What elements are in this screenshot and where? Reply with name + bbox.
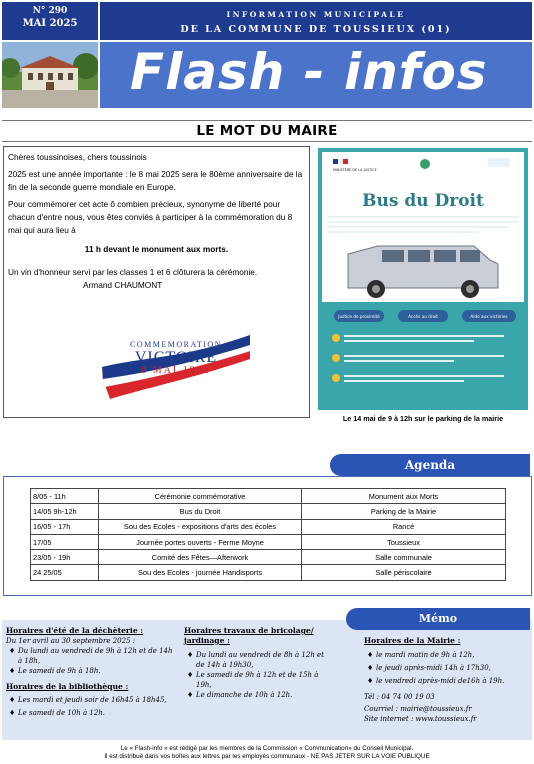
memo-col-bricolage xyxy=(184,626,334,700)
mayor-paragraph-1: 2025 est une année importante : le 8 mai 2025 sera le 80ème anniversaire de la fin de la seconde guerre mondiale en Europe. xyxy=(8,169,303,192)
mairie-website[interactable]: Site internet : www.toussieux.fr xyxy=(364,715,477,723)
agenda-event: Journée portes ouverts - Ferme Moyne xyxy=(99,534,302,549)
agenda-event: Sou des Ecoles - expositions d'arts des écoles xyxy=(99,519,302,534)
town-hall-photo xyxy=(2,42,98,108)
top-banner xyxy=(100,2,532,40)
poster-caption: Le 14 mai de 9 à 12h sur le parking de la mairie xyxy=(342,414,504,423)
agenda-row xyxy=(31,519,506,534)
dechetterie-item-1: ♦ Du lundi au vendredi de 9h à 12h et de 14h à 18h, xyxy=(6,646,178,666)
agenda-place: Salle périscolaire xyxy=(302,565,506,580)
dechetterie-title: Horaires d'été de la déchèterie : xyxy=(6,626,144,635)
mayor-paragraph-3-text: Un vin d'honneur servi par les classes 1 et 6 clôturera la cérémonie. xyxy=(8,266,258,277)
agenda-box xyxy=(3,476,532,596)
memo-col-dechetterie xyxy=(6,626,178,718)
mairie-phone: Tél : 04 74 00 19 03 xyxy=(364,693,435,701)
poster-ministry: MINISTÈRE DE LA JUSTICE xyxy=(333,168,377,172)
poster-title: Bus du Droit xyxy=(362,191,484,211)
agenda-place: Monument aux Morts xyxy=(302,489,506,504)
victory-commemoration-logo xyxy=(100,329,252,401)
victoire-line-1: COMMEMORATION xyxy=(130,340,222,349)
agenda-event: Cérémonie commémorative xyxy=(99,489,302,504)
agenda-place: Salle communale xyxy=(302,550,506,565)
agenda-date: 24 25/05 xyxy=(31,565,99,580)
header-left xyxy=(2,2,98,108)
agenda-date: 8/05 - 11h xyxy=(31,489,99,504)
mayor-paragraph-3 xyxy=(8,266,305,291)
footer-line-2: Il est distribué dans vos boîtes aux lettres par les employés communaux - NE PAS JETER SUR LA VOIE PUBLIQUE xyxy=(104,753,430,760)
masthead xyxy=(100,42,532,108)
dechetterie-period: Du 1er avril au 30 septembre 2025 : xyxy=(6,637,136,645)
agenda-row xyxy=(31,550,506,565)
mairie-item-1: ♦ le mardi matin de 9h à 12h, xyxy=(364,650,530,660)
mayor-paragraph-2: Pour commémorer cet acte ô combien précieux, synonyme de liberté pour chacun d'entre nous, vous êtes conviés à participer à la commémoration du 8 mai qui aura lieu à xyxy=(8,199,293,235)
banner-line-2: DE LA COMMUNE DE TOUSSIEUX (01) xyxy=(180,24,452,35)
agenda-row xyxy=(31,489,506,504)
agenda-row xyxy=(31,534,506,549)
bricolage-item-3: ♦ Le dimanche de 10h à 12h. xyxy=(184,690,334,700)
agenda-place: Rancé xyxy=(302,519,506,534)
agenda-row xyxy=(31,504,506,519)
mayor-greeting: Chères toussinoises, chers toussinois xyxy=(8,152,147,162)
newsletter-title: Flash - infos xyxy=(130,43,488,101)
poster-pill-2: Accès au droit xyxy=(408,314,438,319)
mayor-message xyxy=(8,151,305,296)
issue-number: N° 290 xyxy=(32,6,68,16)
ceremony-time-place: 11 h devant le monument aux morts. xyxy=(84,244,229,255)
mairie-email[interactable]: Courriel : mairie@toussieux.fr xyxy=(364,705,472,713)
victoire-line-3: 8 MAI 1945 xyxy=(141,365,211,376)
bricolage-item-1: ♦ Du lundi au vendredi de 8h à 12h et de 14h à 19h30, xyxy=(184,650,334,670)
agenda-row xyxy=(31,565,506,580)
bibliotheque-item-1: ♦ Les mardi et jeudi soir de 16h45 à 18h45, xyxy=(6,695,178,705)
agenda-table xyxy=(30,488,506,581)
memo-col-mairie xyxy=(364,636,530,724)
mayor-signature: Armand CHAUMONT xyxy=(83,279,163,290)
poster-pill-3: Aide aux victimes xyxy=(470,314,508,319)
bibliotheque-title: Horaires de la bibliothèque : xyxy=(6,682,129,691)
banner-line-1: INFORMATION MUNICIPALE xyxy=(226,10,406,19)
bricolage-title: Horaires travaux de bricolage/ jardinage : xyxy=(184,626,314,645)
bricolage-item-2: ♦ Le samedi de 9h à 12h et de 15h à 19h, xyxy=(184,670,334,690)
mairie-item-3: ♦ le vendredi après-midi de16h à 19h. xyxy=(364,676,530,686)
mayor-section-title: LE MOT DU MAIRE xyxy=(2,120,532,142)
bus-du-droit-poster xyxy=(318,148,528,410)
agenda-date: 16/05 - 17h xyxy=(31,519,99,534)
victoire-line-2: VICTOIRE xyxy=(134,349,218,366)
issue-box xyxy=(2,2,98,40)
mairie-item-2: ♦ le jeudi après-midi 14h à 17h30, xyxy=(364,663,530,673)
mairie-title: Horaires de la Mairie : xyxy=(364,636,461,645)
agenda-date: 17/05 xyxy=(31,534,99,549)
agenda-place: Toussieux xyxy=(302,534,506,549)
footer-line-1: Le « Flash-info » est rédigé par les membres de la Commission « Communication» du Conseil Municipal. xyxy=(120,745,414,752)
agenda-date: 23/05 - 19h xyxy=(31,550,99,565)
memo-title: Mémo xyxy=(346,608,530,630)
poster-pill-1: Justice de proximité xyxy=(338,314,380,319)
agenda-event: Bus du Droit xyxy=(99,504,302,519)
dechetterie-item-2: ♦ Le samedi de 9h à 18h. xyxy=(6,666,178,676)
agenda-date: 14/05 9h-12h xyxy=(31,504,99,519)
agenda-event: Sou des Ecoles - journée Handisports xyxy=(99,565,302,580)
agenda-place: Parking de la Mairie xyxy=(302,504,506,519)
agenda-title: Agenda xyxy=(330,454,530,476)
agenda-event: Comité des Fêtes—Afterwork xyxy=(99,550,302,565)
issue-date: MAI 2025 xyxy=(22,18,78,29)
footer xyxy=(2,745,532,761)
bibliotheque-item-2: ♦ Le samedi de 10h à 12h. xyxy=(6,708,178,718)
